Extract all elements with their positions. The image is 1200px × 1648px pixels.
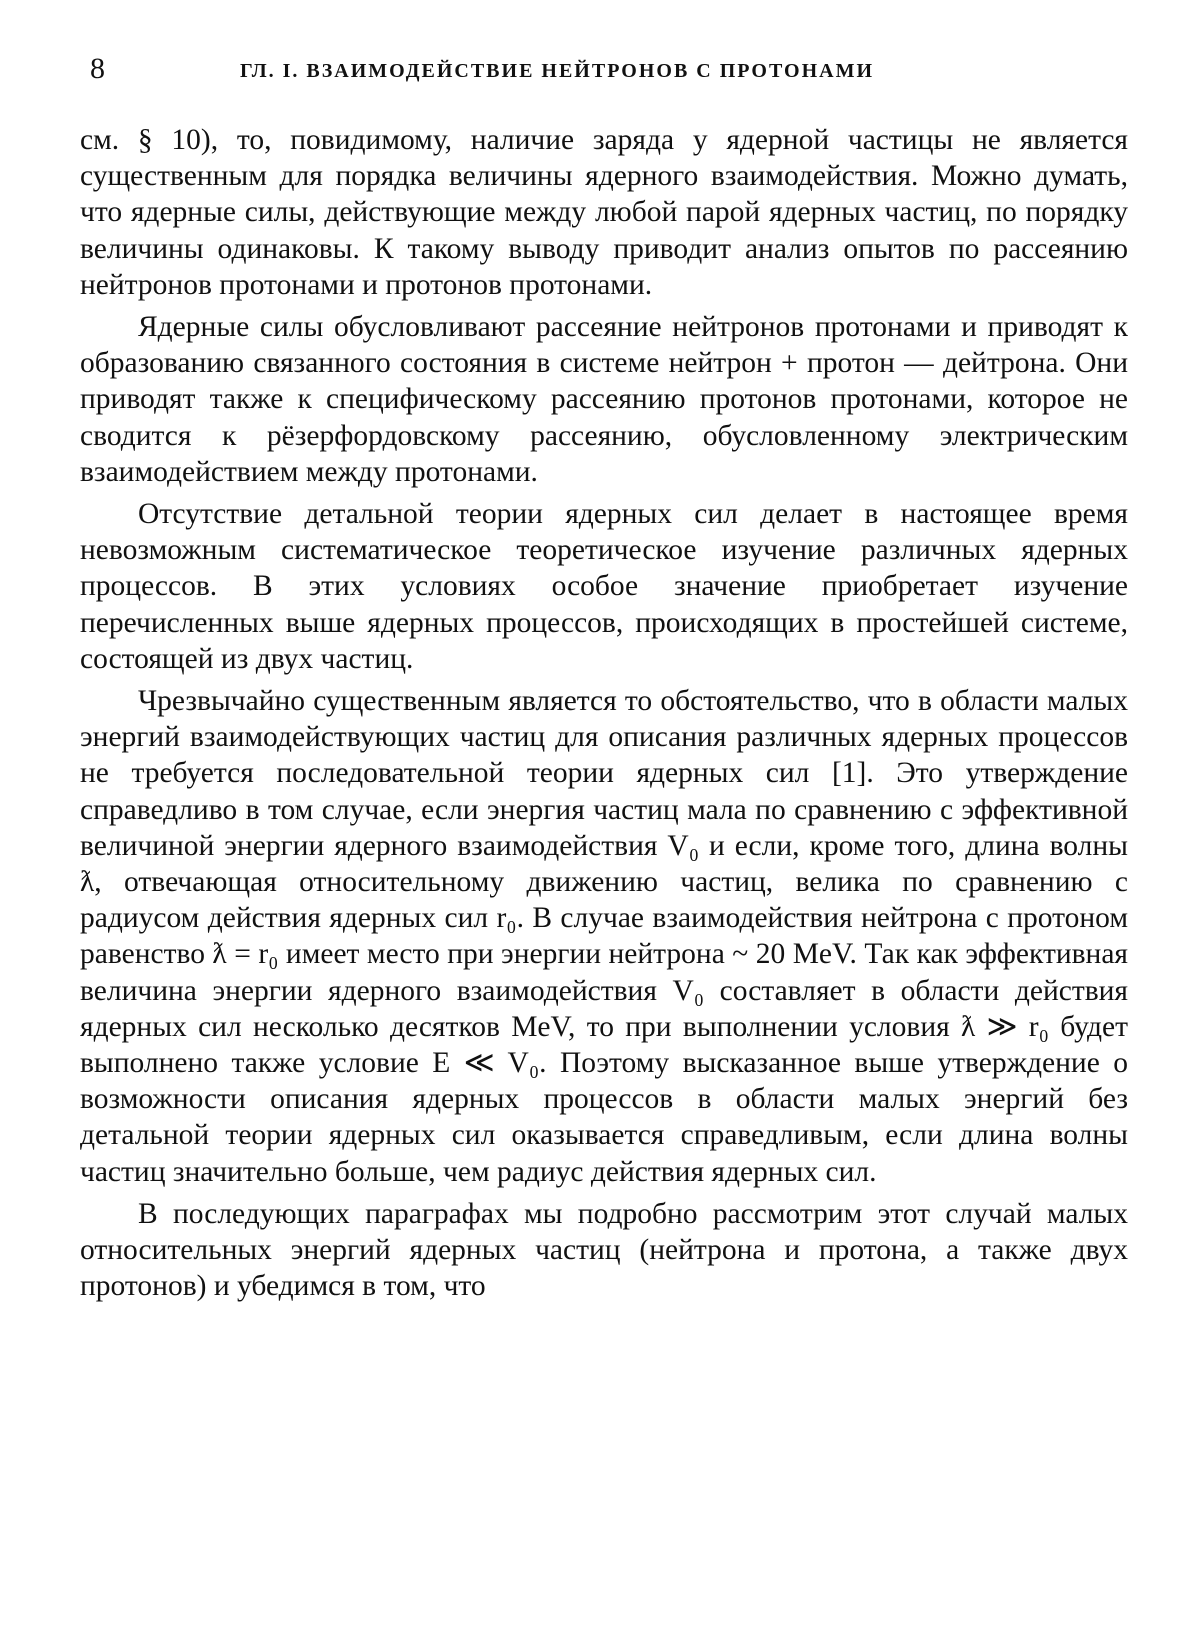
paragraph-2: Ядерные силы обусловливают рассеяние нейтронов протонами и приводят к образованию связанного состояния в системе нейтрон + протон — дейтрона. Они приводят также к специфическому рассеянию протонов протонами, которое не сводится к рёзерфордовскому рассеянию, обусловленному электрическим взаимодействием между протонами.	[80, 311, 1128, 488]
paragraph-4: Чрезвычайно существенным является то обстоятельство, что в области малых энергий взаимодействующих частиц для описания различных ядерных процессов не требуется последовательной теории ядерных сил [1]. Это утверждение справедливо в том случае, если энергия частиц мала по сравнению с эффективной величиной энергии ядерного взаимодействия V₀ и если, кроме того, длина волны ƛ, отвечающая относительному движению частиц, велика по сравнению с радиусом действия ядерных сил r₀. В случае взаимодействия нейтрона с протоном равенство ƛ = r₀ имеет место при энергии нейтрона ~ 20 MeV. Так как эффективная величина энергии ядерного взаимодействия V₀ составляет в области действия ядерных сил несколько десятков MeV, то при выполнении условия ƛ ≫ r₀ будет выполнено также условие E ≪ V₀. Поэтому высказанное выше утверждение о возможности описания ядерных процессов в области малых энергий без детальной теории ядерных сил оказывается справедливым, если длина волны частиц значительно больше, чем радиус действия ядерных сил.	[80, 685, 1128, 1188]
body-text	[80, 122, 1128, 1305]
paragraph-1: см. § 10), то, повидимому, наличие заряда у ядерной частицы не является существенным для порядка величины ядерного взаимодействия. Можно думать, что ядерные силы, действующие между любой парой ядерных частиц, по порядку величины одинаковы. К такому выводу приводит анализ опытов по рассеянию нейтронов протонами и протонов протонами.	[80, 124, 1128, 301]
paragraph-5: В последующих параграфах мы подробно рассмотрим этот случай малых относительных энергий ядерных частиц (нейтрона и протона, а также двух протонов) и убедимся в том, что	[80, 1197, 1128, 1303]
running-head: ГЛ. I. ВЗАИМОДЕЙСТВИЕ НЕЙТРОНОВ С ПРОТОНАМИ	[240, 60, 875, 82]
paragraph-3: Отсутствие детальной теории ядерных сил делает в настоящее время невозможным систематическое теоретическое изучение различных ядерных процессов. В этих условиях особое значение приобретает изучение перечисленных выше ядерных процессов, происходящих в простейшей системе, состоящей из двух частиц.	[80, 498, 1128, 675]
page-header	[90, 52, 1130, 92]
page-number: 8	[90, 52, 105, 85]
